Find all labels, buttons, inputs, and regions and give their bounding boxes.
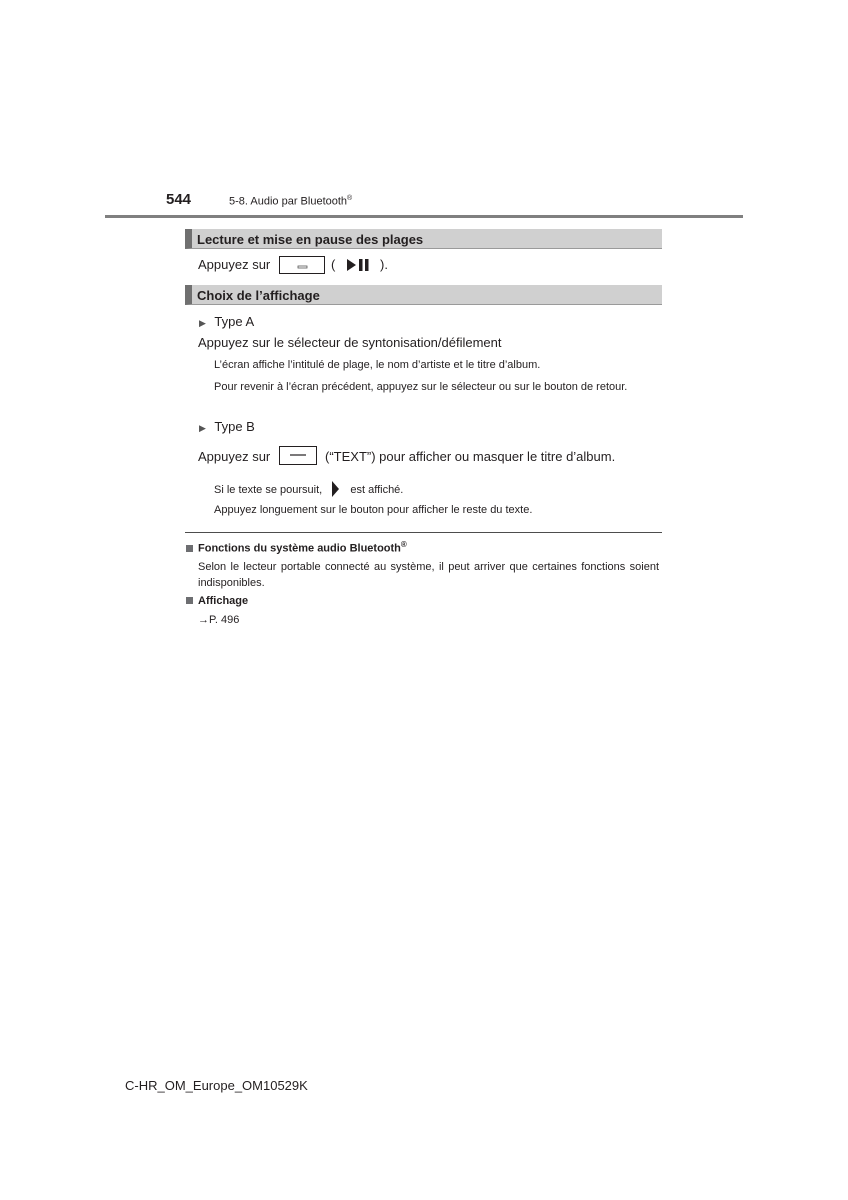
- text-button: [279, 446, 317, 465]
- note-heading-bluetooth: Fonctions du système audio Bluetooth®: [186, 540, 407, 555]
- type-b-text-after: (“TEXT”) pour afficher ou masquer le titre d’album.: [325, 449, 616, 464]
- type-b-note-2: Appuyez longuement sur le bouton pour afficher le reste du texte.: [214, 504, 533, 516]
- bullet-triangle-icon: ▶: [199, 423, 206, 433]
- button-dash-icon: [280, 257, 324, 273]
- square-bullet-icon: [186, 597, 193, 604]
- header-rule: [105, 215, 743, 218]
- section-heading-text: Choix de l’affichage: [197, 288, 320, 303]
- playback-paren-close: ).: [380, 257, 388, 272]
- section-title: 5-8. Audio par Bluetooth®: [229, 195, 353, 208]
- type-b-text-before: Appuyez sur: [198, 449, 271, 464]
- play-pause-icon: [346, 257, 372, 273]
- section-heading-playback: [185, 229, 662, 249]
- bullet-triangle-icon: ▶: [199, 318, 206, 328]
- playback-paren-open: (: [331, 257, 336, 272]
- footer-code: C-HR_OM_Europe_OM10529K: [125, 1078, 308, 1093]
- page-number: 544: [166, 191, 192, 208]
- type-a-instruction: Appuyez sur le sélecteur de syntonisation/défilement: [198, 335, 502, 350]
- note-bluetooth-text: Selon le lecteur portable connecté au système, il peut arriver que certaines fonctions soient indisponibles.: [198, 561, 659, 589]
- playback-button: [279, 256, 325, 274]
- section-heading-text: Lecture et mise en pause des plages: [197, 232, 424, 247]
- button-dash-icon: [280, 447, 316, 464]
- playback-text-before: Appuyez sur: [198, 257, 271, 272]
- type-a-note-1: L’écran affiche l’intitulé de plage, le nom d’artiste et le titre d’album.: [214, 359, 541, 371]
- section-heading-display: [185, 285, 662, 305]
- square-bullet-icon: [186, 545, 193, 552]
- type-b-note-1: Si le texte se poursuit, est affiché.: [214, 480, 403, 498]
- type-a-label: ▶ Type A: [199, 314, 255, 329]
- type-a-note-2: Pour revenir à l’écran précédent, appuyez sur le sélecteur ou sur le bouton de retour.: [214, 381, 628, 393]
- note-heading-display: Affichage: [186, 595, 248, 607]
- continue-arrow-icon: [325, 480, 347, 498]
- type-b-label: ▶ Type B: [199, 419, 255, 434]
- note-display-reference: →P. 496: [198, 614, 240, 626]
- notes-divider: [185, 532, 662, 533]
